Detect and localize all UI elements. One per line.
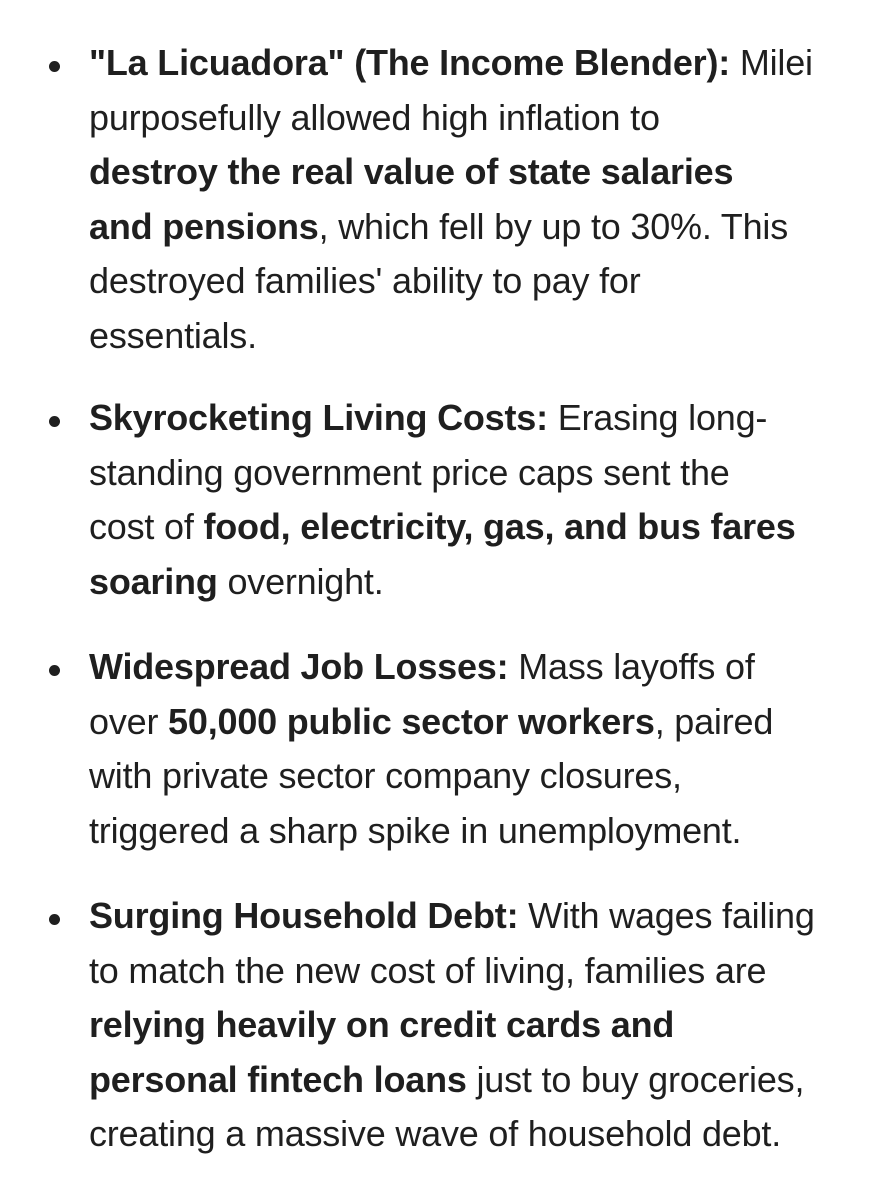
text-line [89, 695, 859, 750]
bold-text-run: Surging Household Debt: [89, 895, 519, 936]
text-line [89, 1107, 859, 1162]
text-run: just to buy groceries, [466, 1058, 805, 1100]
bullet-dot-icon [49, 61, 60, 72]
bullet-dot-icon [49, 665, 60, 676]
bold-text-run: and pensions [89, 205, 319, 247]
bold-text-run: personal fintech loans [89, 1058, 467, 1100]
text-line [89, 309, 859, 364]
bold-text-run: Skyrocketing Living Costs: [89, 397, 548, 438]
bullet-dot-icon [49, 914, 60, 925]
text-run: Mass layoffs of [508, 646, 755, 687]
text-run: triggered a sharp spike in unemployment. [89, 809, 742, 851]
text-line [89, 998, 859, 1053]
text-run: standing government price caps sent the [89, 451, 730, 493]
bold-text-run: 50,000 public sector workers [168, 700, 655, 742]
text-line [89, 200, 859, 255]
text-run: over [89, 700, 169, 742]
text-line [89, 500, 859, 555]
text-line [89, 889, 859, 944]
text-line [89, 804, 859, 859]
text-run: , which fell by up to 30%. This [318, 205, 789, 247]
bold-text-run: Widespread Job Losses: [89, 646, 509, 687]
bullet-dot-icon [49, 416, 60, 427]
text-line [89, 254, 859, 309]
text-line [89, 749, 859, 804]
text-run: Erasing long- [547, 397, 768, 438]
bold-text-run: soaring [89, 560, 218, 602]
bold-text-run: destroy the real value of state salaries [89, 151, 734, 192]
text-line [89, 145, 859, 200]
text-run: destroyed families' ability to pay for [89, 260, 641, 301]
text-line [89, 391, 859, 446]
text-run: overnight. [217, 560, 384, 602]
text-run: cost of [89, 506, 204, 547]
text-run: Milei [730, 42, 813, 83]
text-line [89, 91, 859, 146]
text-line [89, 944, 859, 999]
bullet-text [89, 889, 859, 1162]
text-line [89, 36, 859, 91]
bullet-text [89, 36, 859, 363]
text-run: , paired [654, 700, 774, 742]
text-line [89, 555, 859, 610]
bullet-text [89, 640, 859, 858]
bullet-text [89, 391, 859, 609]
bold-text-run: food, electricity, gas, and bus fares [203, 506, 796, 547]
text-line [89, 1053, 859, 1108]
text-run: with private sector company closures, [89, 755, 682, 796]
text-run: essentials. [89, 314, 257, 356]
bold-text-run: "La Licuadora" (The Income Blender): [89, 42, 731, 83]
text-line [89, 640, 859, 695]
text-line [89, 446, 859, 501]
text-run: to match the new cost of living, families are [89, 949, 767, 991]
text-run: With wages failing [518, 895, 815, 936]
bold-text-run: relying heavily on credit cards and [89, 1004, 675, 1045]
text-run: purposefully allowed high inflation to [89, 96, 660, 138]
text-run: creating a massive wave of household debt. [89, 1113, 782, 1154]
